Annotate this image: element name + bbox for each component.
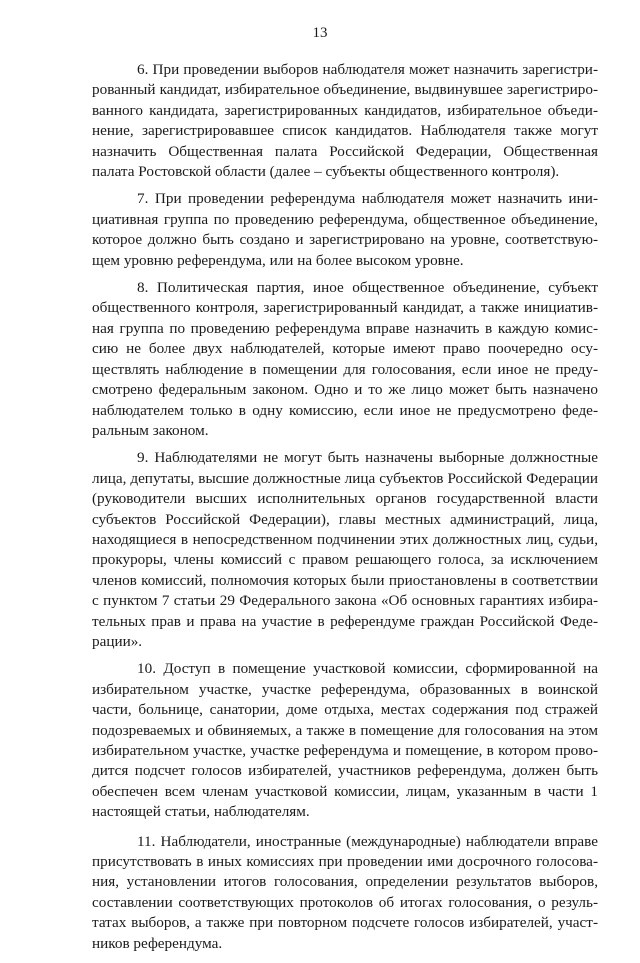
paragraph-8: 8. Политическая партия, иное общественное объединение, субъект общественного контроля, зарегистрированный кандидат, а также инициативная группа по проведению референдума вправе назначить в каждую комиссию не более двух наблюдателей, которые имеют право поочередно осуществлять наблюдение в помещении для голосования, если иное не предусмотрено федеральным законом. Одно и то же лицо может быть назначено наблюдателем только в одну комиссию, если иное не предусмотрено федеральным законом. xyxy=(92,279,598,439)
paragraph-10: 10. Доступ в помещение участковой комиссии, сформированной на избирательном участке, участке референдума, образованных в воинской части, больнице, санатории, доме отдыха, местах содержания под стражей подозреваемых и обвиняемых, а также в помещение для голосования на этом избирательном участке, участке референдума и помещение, в котором проводится подсчет голосов избирателей, участников референдума, должен быть обеспечен всем членам участковой комиссии, лицам, указанным в части 1 настоящей статьи, наблюдателям. xyxy=(92,660,598,821)
page-number: 13 xyxy=(312,25,328,41)
paragraph-9: 9. Наблюдателями не могут быть назначены выборные должностные лица, депутаты, высшие должностные лица субъектов Российской Федерации (руководители высших исполнительных органов государственной власти субъектов Российской Федерации), главы местных администраций, лица, находящиеся в непосредственном подчинении этих должностных лиц, судьи, прокуроры, члены комиссий с правом решающего голоса, за исключением членов комиссий, полномочия которых были приостановлены в соответствии с пунктом 7 статьи 29 Федерального закона «Об основных гарантиях избирательных прав и права на участие в референдуме граждан Российской Федерации». xyxy=(92,449,598,650)
paragraph-6: 6. При проведении выборов наблюдателя может назначить зарегистрированный кандидат, избирательное объединение, выдвинувшее зарегистрированного кандидата, зарегистрированных кандидатов, избирательное объединение, зарегистрировавшее список кандидатов. Наблюдателя также могут назначить Общественная палата Российской Федерации, Общественная палата Ростовской области (далее – субъекты общественного контроля). xyxy=(92,61,598,181)
paragraph-7: 7. При проведении референдума наблюдателя может назначить инициативная группа по проведению референдума, общественное объединение, которое должно быть создано и зарегистрировано на уровне, соответствующем уровню референдума, или на более высоком уровне. xyxy=(92,190,598,269)
paragraph-11: 11. Наблюдатели, иностранные (международные) наблюдатели вправе присутствовать в иных комиссиях при проведении ими досрочного голосования, установлении итогов голосования, определении результатов выборов, составлении соответствующих протоколов об итогах голосования, о результатах выборов, а также при повторном подсчете голосов избирателей, участников референдума. xyxy=(92,832,598,952)
document-body xyxy=(92,60,598,963)
